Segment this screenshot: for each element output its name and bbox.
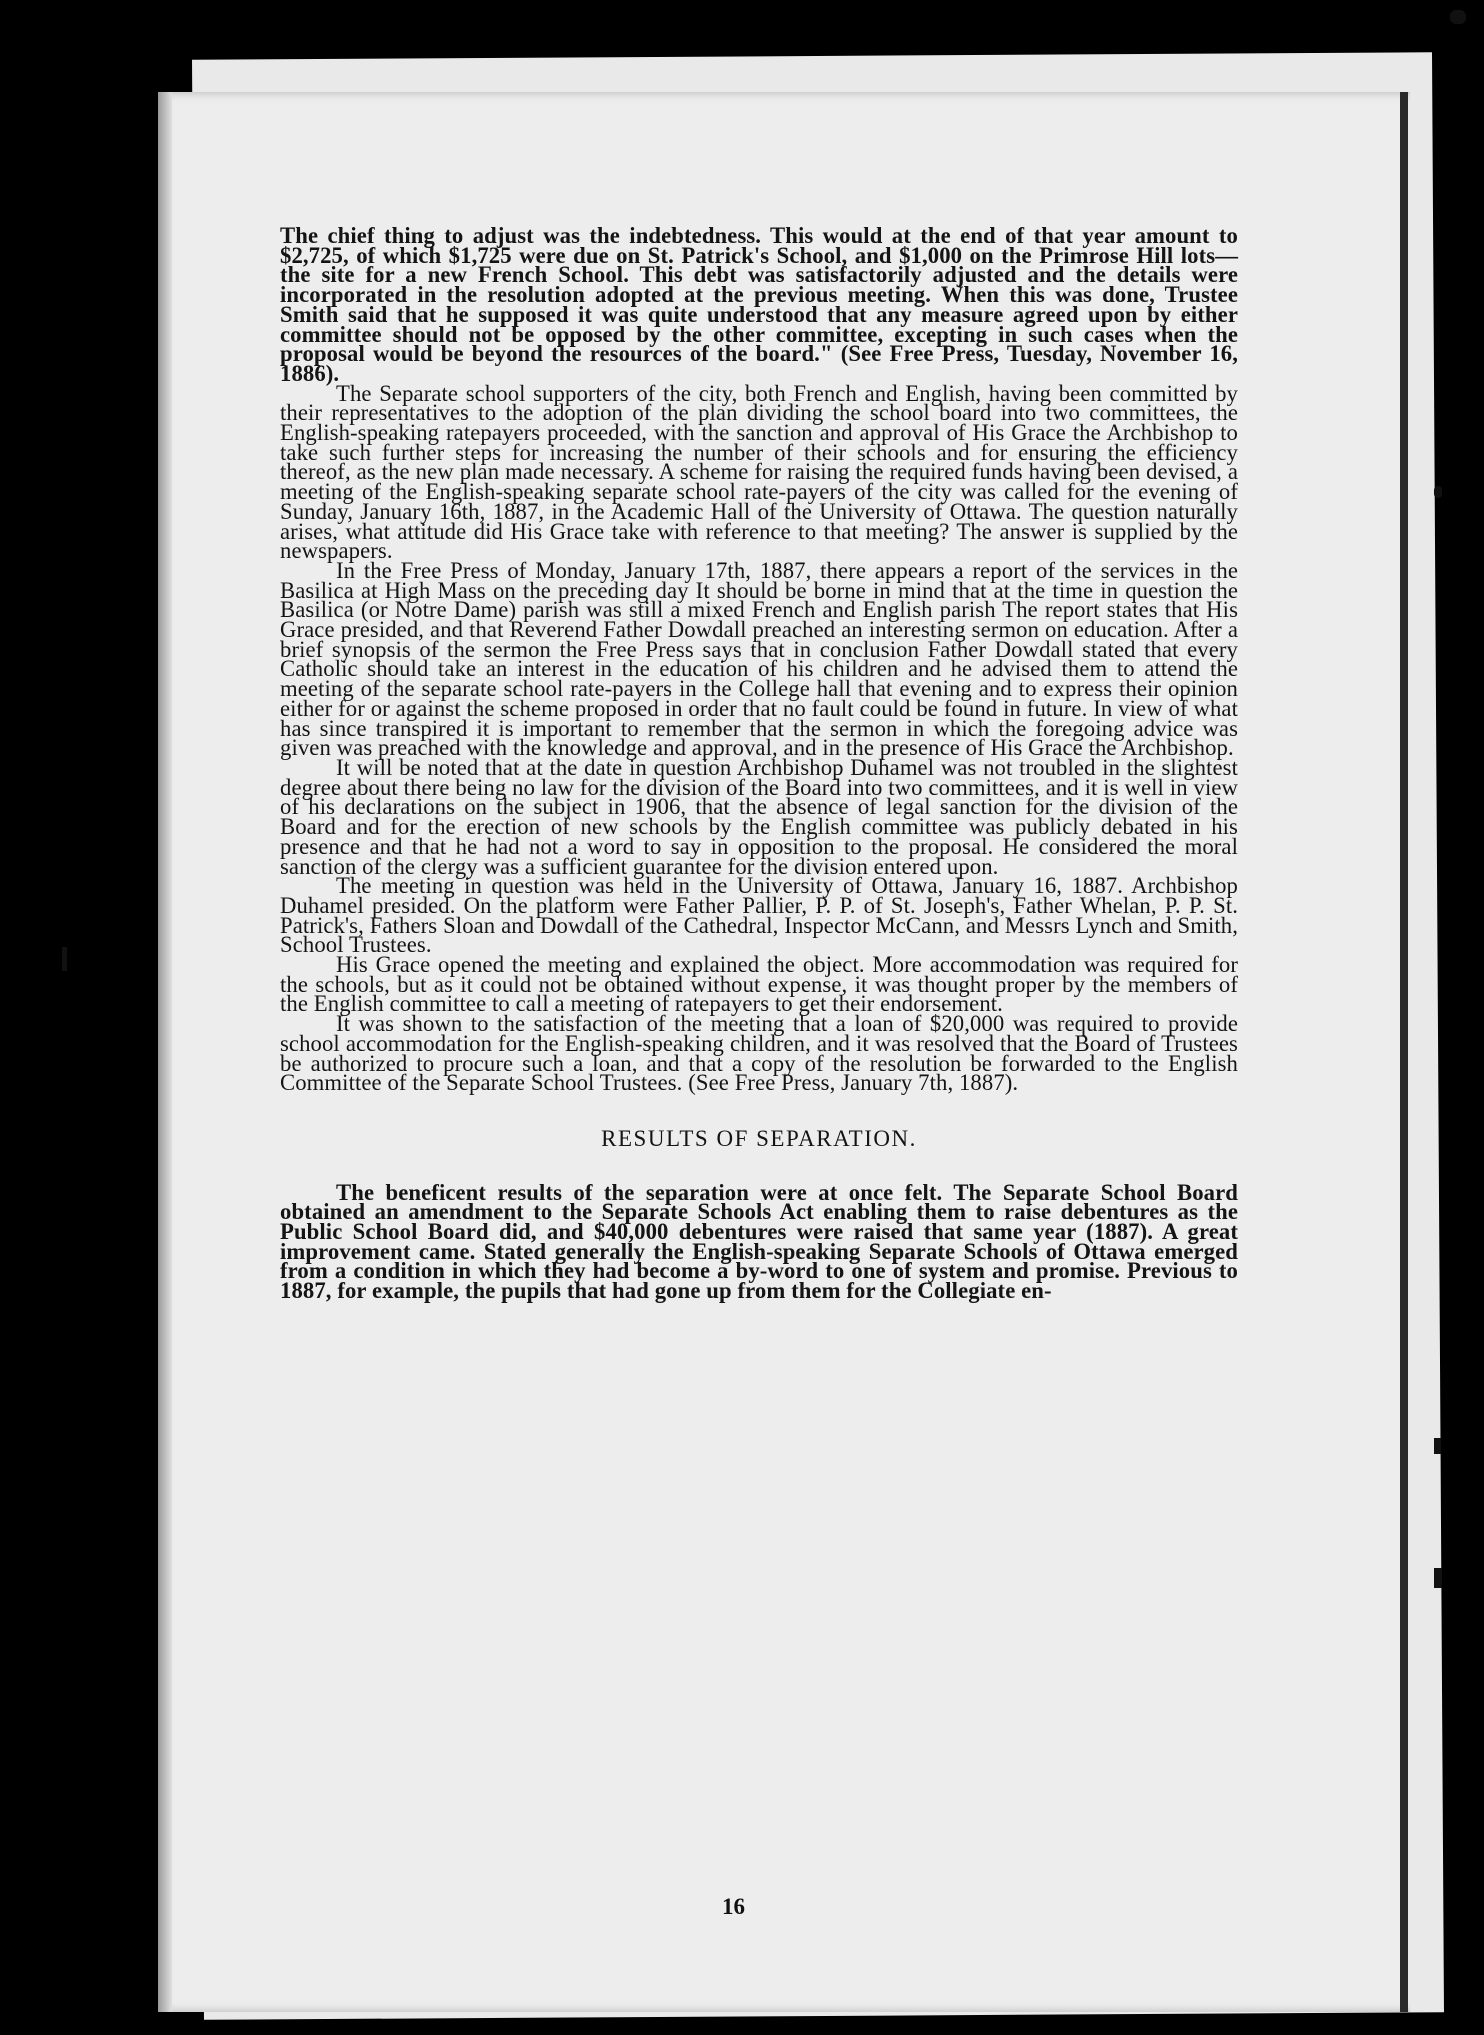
section-heading: RESULTS OF SEPARATION. [601,1125,917,1151]
page-number: 16 [722,1894,745,1919]
paragraph: The chief thing to adjust was the indebtedness. This would at the end of that year amount to $2,725, of which $1,725 were due on St. Patrick's School, and $1,000 on the Primrose Hill lots—the site for a new French School. This debt was satisfactorily adjusted and the details were incorporated in the resolution adopted at the previous meeting. When this was done, Trustee Smith said that he supposed it was quite understood that any measure agreed upon by either committee should not be opposed by the other committee, excepting in such cases when the proposal would be beyond the resources of the board." (See Free Press, Tuesday, November 16, 1886). [280,223,1238,386]
scan-artifact-mark [1450,10,1466,24]
paragraph: The Separate school supporters of the city, both French and English, having been committed by their representatives to the adoption of the plan dividing the school board into two committees, the English-speaking ratepayers proceeded, with the sanction and approval of His Grace the Archbishop to take such further steps for increasing the number of their schools and for ensuring the efficiency thereof, as the new plan made necessary. A scheme for raising the required funds having been devised, a meeting of the English-speaking separate school rate-payers of the city was called for the evening of Sunday, January 16th, 1887, in the Academic Hall of the University of Ottawa. The question naturally arises, what attitude did His Grace take with reference to that meeting? The answer is supplied by the newspapers. [280,380,1238,564]
body-text [280,223,1238,1304]
paragraph: The meeting in question was held in the University of Ottawa, January 16, 1887. Archbishop Duhamel presided. On the platform were Father Pallier, P. P. of St. Joseph's, Father Whelan, P. P. St. Patrick's, Fathers Sloan and Dowdall of the Cathedral, Inspector McCann, and Messrs Lynch and Smith, School Trustees. [280,873,1238,958]
scan-artifact-mark [62,947,67,971]
paragraph: The beneficent results of the separation were at once felt. The Separate School Board obtained an amendment to the Separate Schools Act enabling them to raise debentures as the Public School Board did, and $40,000 debentures were raised that same year (1887). A great improvement came. Stated generally the English-speaking Separate Schools of Ottawa emerged from a condition in which they had become a by-word to one of system and promise. Previous to 1887, for example, the pupils that had gone up from them for the Collegiate en- [280,1179,1238,1304]
scan-artifact-mark [1434,1568,1442,1588]
scan-artifact-mark [1434,486,1442,498]
paragraph: In the Free Press of Monday, January 17th, 1887, there appears a report of the services in the Basilica at High Mass on the preceding day It should be borne in mind that at the time in question the Basilica (or Notre Dame) parish was still a mixed French and English parish The report states that His Grace presided, and that Reverend Father Dowdall preached an interesting sermon on education. After a brief synopsis of the sermon the Free Press says that in conclusion Father Dowdall stated that every Catholic should take an interest in the education of his children and he advised them to attend the meeting of the separate school rate-payers in the College hall that evening and to express their opinion either for or against the scheme proposed in order that no fault could be found in future. In view of what has since transpired it is important to remember that the sermon in which the foregoing advice was given was preached with the knowledge and approval, and in the presence of His Grace the Archbishop. [280,557,1238,761]
paragraph: His Grace opened the meeting and explained the object. More accommodation was required for the schools, but as it could not be obtained without expense, it was thought proper by the members of the English committee to call a meeting of ratepayers to get their endorsement. [280,952,1238,1017]
paragraph: It was shown to the satisfaction of the meeting that a loan of $20,000 was required to provide school accommodation for the English-speaking children, and it was resolved that the Board of Trustees be authorized to procure such a loan, and that a copy of the resolution be forwarded to the English Committee of the Separate School Trustees. (See Free Press, January 7th, 1887). [280,1011,1238,1096]
page-binding-shadow [158,92,172,2012]
scan-artifact-mark [1434,1438,1441,1454]
paragraph: It will be noted that at the date in question Archbishop Duhamel was not troubled in the slightest degree about there being no law for the division of the Board into two committees, and it is well in view of his declarations on the subject in 1906, that the absence of legal sanction for the division of the Board and for the erection of new schools by the English committee was publicly debated in his presence and that he had not a word to say in opposition to the proposal. He considered the moral sanction of the clergy was a sufficient guarantee for the division entered upon. [280,754,1238,879]
page-right-edge [1400,92,1408,2012]
